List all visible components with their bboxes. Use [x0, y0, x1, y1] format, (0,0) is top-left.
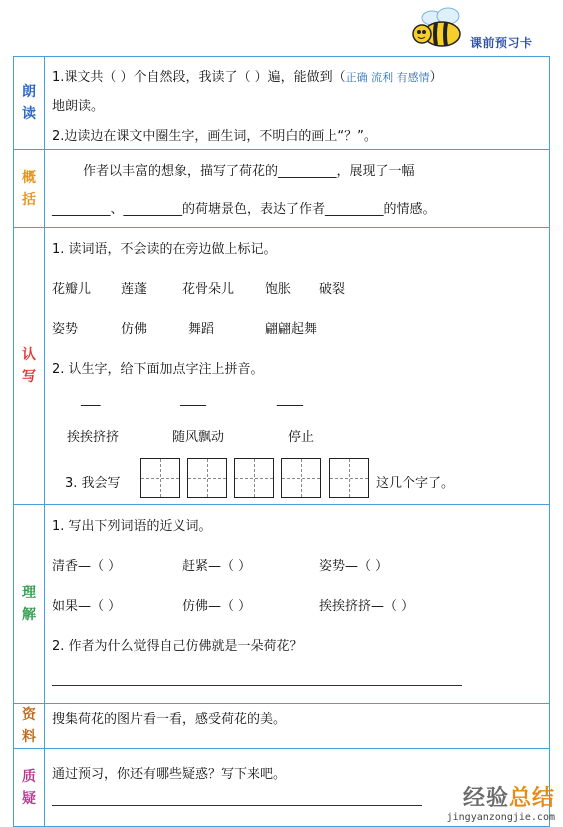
synonym-1: 清香—（ ） [52, 559, 122, 574]
synonym-4: 如果—（ ） [52, 599, 122, 614]
ziliao-text: 搜集荷花的图片看一看，感受荷花的美。 [52, 712, 287, 727]
pinyin-blank-2[interactable]: ____ [180, 392, 206, 407]
langdu-answer: 正确 流利 有感情 [345, 71, 430, 84]
bee-icon [410, 6, 470, 50]
pinyin-blank-1[interactable]: ___ [81, 392, 101, 407]
word-6: 姿势 [52, 322, 79, 337]
lijie-q1: 1. 写出下列词语的近义词。 [52, 519, 212, 534]
section-label-gaikuo: 概 括 [14, 150, 45, 228]
word-7: 仿佛 [121, 322, 148, 337]
langdu-line1: 1.课文共（ ）个自然段，我读了（ ）遍，能做到（正确 流利 有感情） [52, 70, 443, 85]
zhiyi-text: 通过预习，你还有哪些疑惑？写下来吧。 [52, 767, 287, 782]
section-label-zhiyi: 质 疑 [14, 749, 45, 827]
pinyin-word-3: 停止 [288, 430, 315, 445]
word-9: 翩翩起舞 [265, 322, 318, 337]
section-lijie [14, 505, 550, 704]
writing-grid-5[interactable] [329, 458, 369, 498]
section-gaikuo [14, 150, 550, 228]
lijie-q2: 2. 作者为什么觉得自己仿佛就是一朵荷花？ [52, 639, 303, 654]
writing-grid-1[interactable] [140, 458, 180, 498]
writing-grid-2[interactable] [187, 458, 227, 498]
synonym-2: 赶紧—（ ） [182, 559, 252, 574]
section-label-renxie: 认 写 [14, 228, 45, 505]
word-1: 花瓣儿 [52, 282, 92, 297]
watermark-url: jingyanzongjie.com [446, 812, 555, 823]
renxie-q2: 2. 认生字，给下面加点字注上拼音。 [52, 362, 264, 377]
langdu-line1-cont: 地朗读。 [52, 99, 105, 114]
section-body-gaikuo [45, 150, 550, 228]
renxie-q3-suffix: 这几个字了。 [376, 476, 455, 491]
renxie-q1: 1. 读词语，不会读的在旁边做上标记。 [52, 242, 277, 257]
pinyin-word-1: 挨挨挤挤 [67, 430, 120, 445]
section-body-ziliao [45, 704, 550, 749]
section-ziliao [14, 704, 550, 749]
gaikuo-line2: _________、_________的荷塘景色，表达了作者_________的情感。 [52, 202, 436, 217]
worksheet-table [13, 56, 550, 827]
synonym-5: 仿佛—（ ） [182, 599, 252, 614]
section-body-renxie [45, 228, 550, 505]
word-2: 莲蓬 [121, 282, 148, 297]
writing-grid-4[interactable] [281, 458, 321, 498]
section-renxie [14, 228, 550, 505]
word-4: 饱胀 [265, 282, 292, 297]
pinyin-blank-3[interactable]: ____ [277, 392, 303, 407]
synonym-3: 姿势—（ ） [319, 559, 389, 574]
answer-line[interactable] [52, 685, 462, 686]
langdu-line2: 2.边读边在课文中圈生字，画生词，不明白的画上“？”。 [52, 129, 377, 144]
renxie-q3-prefix: 3. 我会写 [65, 476, 121, 491]
word-5: 破裂 [319, 282, 346, 297]
section-label-langdu: 朗 读 [14, 57, 45, 150]
section-label-lijie: 理 解 [14, 505, 45, 704]
gaikuo-line1: 作者以丰富的想象，描写了荷花的_________，展现了一幅 [83, 164, 415, 179]
watermark [447, 781, 555, 823]
section-body-lijie [45, 505, 550, 704]
word-8: 舞蹈 [188, 322, 215, 337]
question-line[interactable] [52, 805, 422, 806]
writing-grid-3[interactable] [234, 458, 274, 498]
pinyin-word-2: 随风飘动 [172, 430, 225, 445]
card-title: 课前预习卡 [470, 36, 533, 50]
word-3: 花骨朵儿 [182, 282, 235, 297]
section-body-langdu [45, 57, 550, 150]
page-header [0, 0, 563, 52]
watermark-title: 经验总结 [462, 786, 555, 811]
section-label-ziliao: 资 料 [14, 704, 45, 749]
synonym-6: 挨挨挤挤—（ ） [319, 599, 415, 614]
section-langdu [14, 57, 550, 150]
